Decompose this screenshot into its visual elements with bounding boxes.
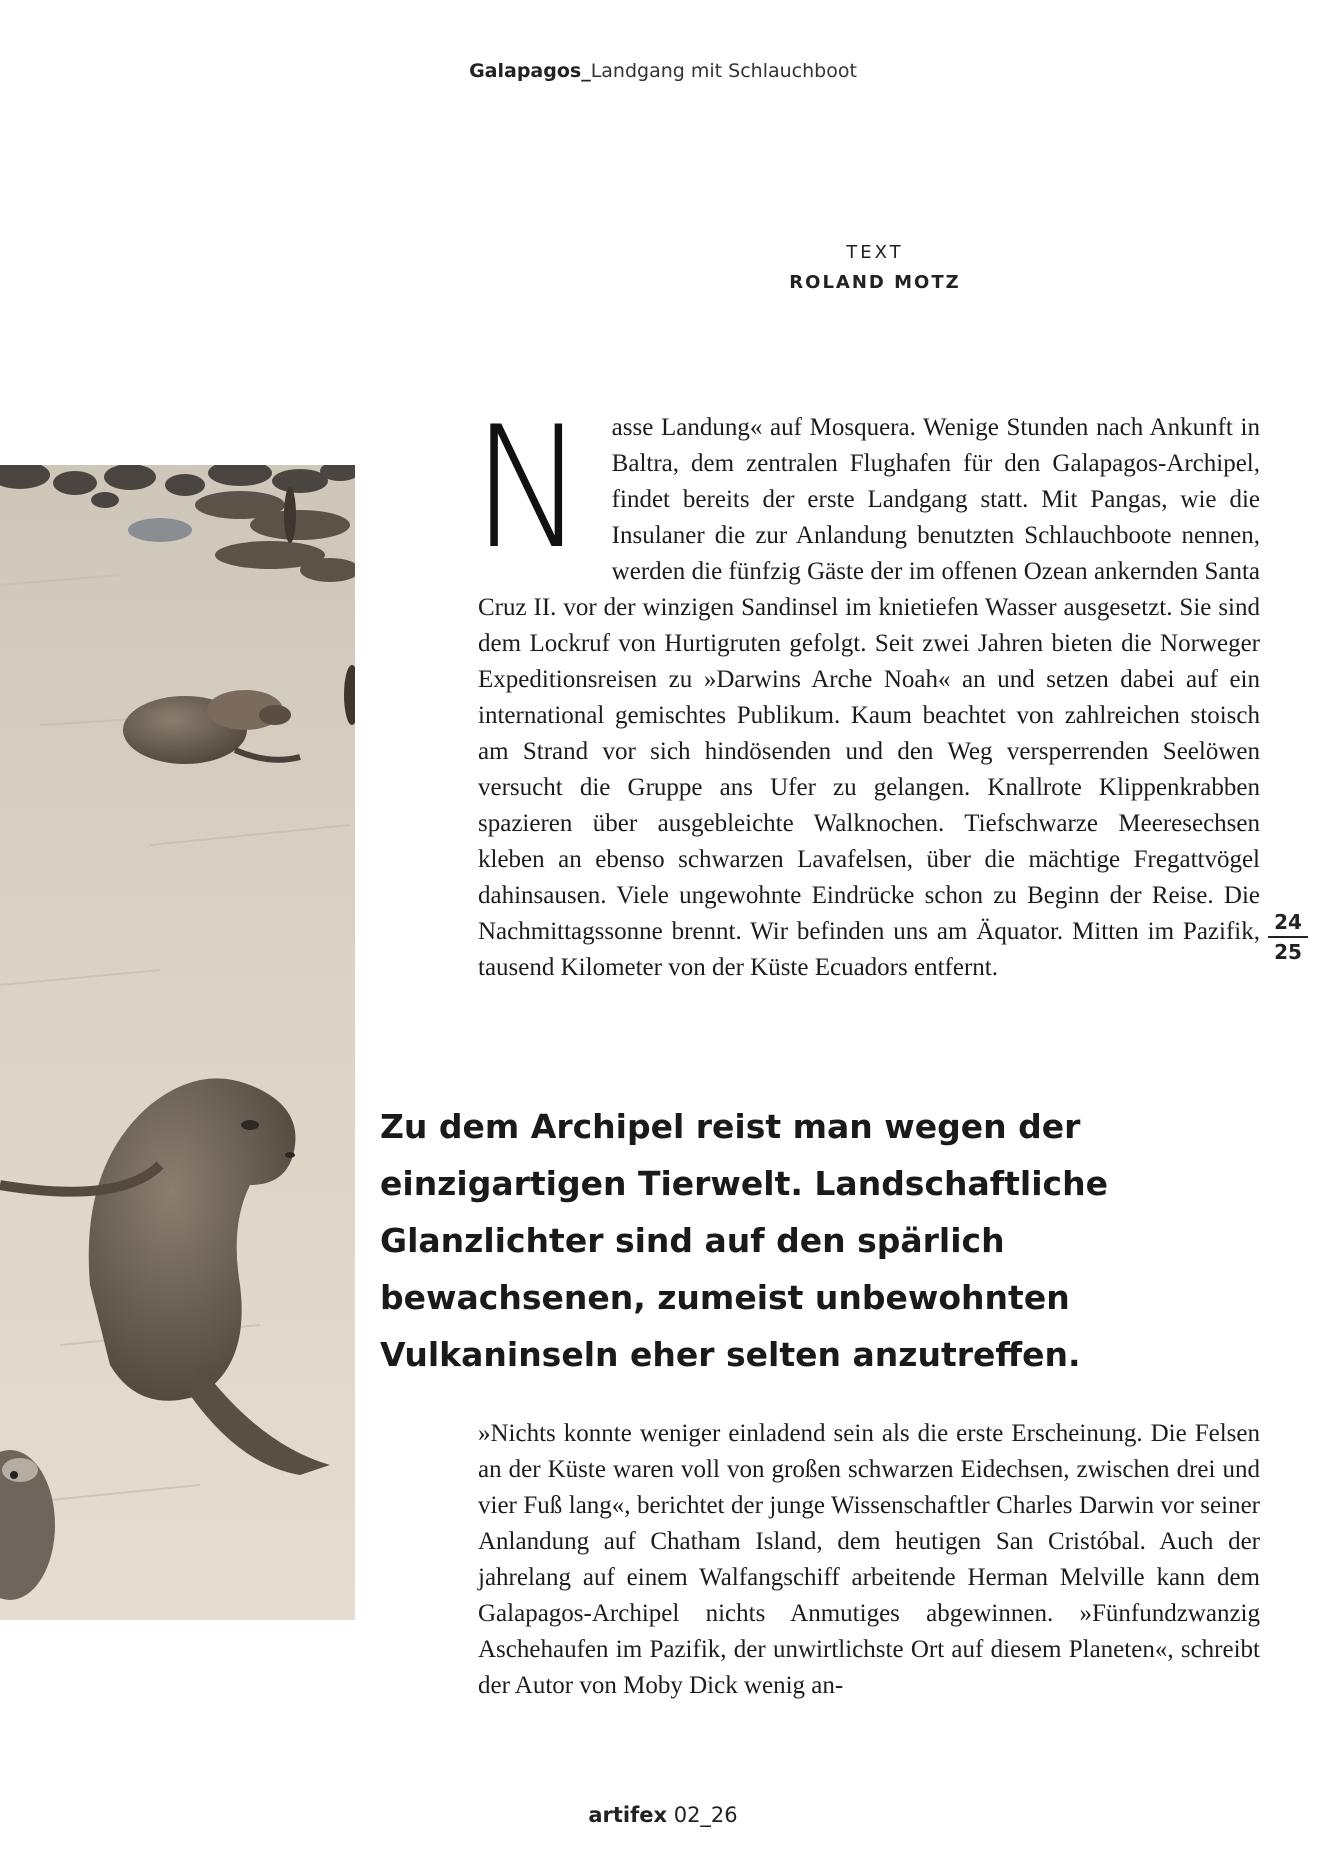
header-subtitle: Landgang mit Schlauchboot [590,60,857,82]
credit-author: ROLAND MOTZ [789,272,961,293]
page-numbers [1268,910,1308,966]
article-paragraph-2: »Nichts konnte weniger einladend sein als die erste Erscheinung. Die Felsen an der Küste waren voll von großen schwarzen Eidechsen, zwischen drei und vier Fuß lang«, berichtet der junge Wissenschaftler Charles Darwin vor seiner Anlandung auf Chatham Island, dem heutigen San Cristóbal. Auch der jahrelang auf einem Walfangschiff arbeitende Herman Melville kann dem Galapagos-Archipel nichts Anmutiges abgewinnen. »Fünfundzwanzig Aschehaufen im Pazifik, der unwirtlichste Ort auf diesem Planeten«, schreibt der Autor von Moby Dick wenig an- [478,1420,1260,1699]
header-brand: Galapagos_ [469,60,591,82]
page-footer [0,1803,1326,1827]
footer-magazine: artifex [588,1803,668,1827]
author-credit [760,238,990,298]
drop-cap: N [472,390,586,586]
article-paragraph-1 [472,390,1260,986]
credit-label: TEXT [846,242,904,263]
running-header [0,60,1326,82]
paragraph-1-text: asse Landung« auf Mosquera. Wenige Stunden nach Ankunft in Baltra, dem zentralen Flughafen für den Galapagos-Archipel, findet bereits der erste Landgang statt. Mit Pangas, wie die Insulaner die zur Anlandung benutzten Schlauchboote nennen, werden die fünfzig Gäste der im offenen Ozean ankernden Santa Cruz II. vor der winzigen Sandinsel im knietiefen Wasser ausgesetzt. Sie sind dem Lockruf von Hurtigruten gefolgt. Seit zwei Jahren bieten die Norweger Expeditionsreisen zu »Darwins Arche Noah« an und setzen dabei auf ein international gemischtes Publikum. Kaum beachtet von zahlreichen stoisch am Strand vor sich hindösenden und den Weg versperrenden Seelöwen versucht die Gruppe ans Ufer zu gelangen. Knallrote Klippenkrabben spazieren über ausgebleichte Walknochen. Tiefschwarze Meeresechsen kleben an ebenso schwarzen Lavafelsen, über die mächtige Fregattvögel dahinsausen. Viele ungewohnte Eindrücke schon zu Beginn der Reise. Die Nachmittagssonne brennt. Wir befinden uns am Äquator. Mitten im Pazifik, tausend Kilometer von der Küste Ecuadors entfernt. [478,414,1260,981]
sea-lion-photo [0,465,355,1620]
pull-quote: Zu dem Archipel reist man wegen der einzigartigen Tierwelt. Landschaftliche Glanzlichter sind auf den spärlich bewachsenen, zumeist unbewohnten Vulkaninseln eher selten anzutreffen. [380,1107,1108,1374]
beach-photo-illustration [0,465,355,1620]
page-number-left: 24 [1268,910,1308,938]
page-number-right: 25 [1274,940,1302,964]
footer-issue: 02_26 [667,1803,738,1827]
